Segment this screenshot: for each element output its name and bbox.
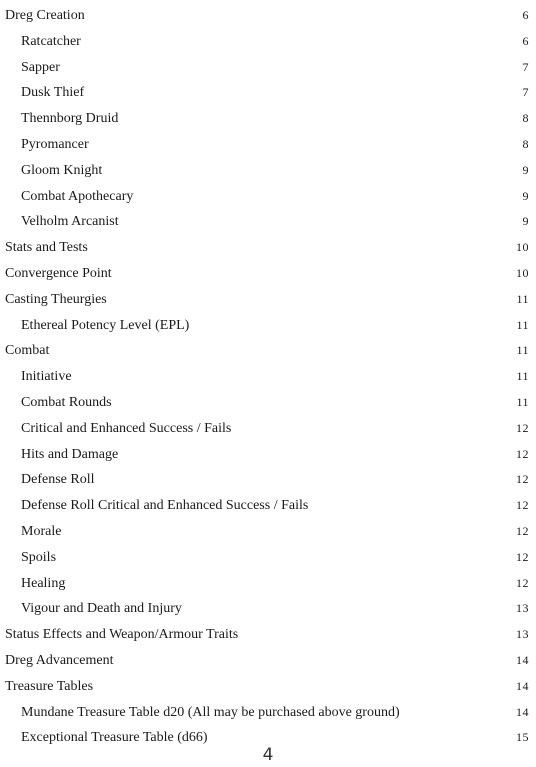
toc-entry-page-number: 11 (516, 369, 529, 384)
toc-entry-page-number: 9 (522, 162, 529, 177)
toc-entry-title: Healing (21, 575, 66, 591)
toc-subsection-entry[interactable] (0, 158, 536, 184)
toc-entry-title: Combat Rounds (21, 394, 112, 410)
toc-entry-page-number: 12 (516, 549, 529, 564)
toc-entry-title: Defense Roll (21, 472, 95, 488)
toc-entry-title: Vigour and Death and Injury (21, 601, 182, 617)
toc-entry-title: Critical and Enhanced Success / Fails (21, 420, 232, 436)
toc-subsection-entry[interactable] (0, 209, 536, 235)
toc-subsection-entry[interactable] (0, 700, 536, 726)
toc-entry-page-number: 9 (522, 214, 529, 229)
toc-subsection-entry[interactable] (0, 184, 536, 210)
toc-entry-title: Combat (5, 343, 50, 359)
toc-entry-title: Ratcatcher (21, 33, 81, 49)
toc-entry-title: Pyromancer (21, 136, 89, 152)
toc-entry-page-number: 8 (522, 136, 529, 151)
toc-subsection-entry[interactable] (0, 106, 536, 132)
toc-entry-page-number: 11 (516, 317, 529, 332)
page-number: 4 (262, 745, 274, 765)
toc-entry-page-number: 14 (516, 704, 529, 719)
toc-entry-page-number: 15 (516, 730, 529, 745)
toc-entry-title: Defense Roll Critical and Enhanced Success / Fails (21, 498, 309, 514)
toc-entry-title: Casting Theurgies (5, 291, 107, 307)
toc-subsection-entry[interactable] (0, 132, 536, 158)
toc-entry-title: Mundane Treasure Table d20 (All may be purchased above ground) (21, 704, 400, 720)
toc-entry-title: Exceptional Treasure Table (d66) (21, 730, 208, 746)
toc-entry-title: Hits and Damage (21, 446, 119, 462)
toc-entry-page-number: 12 (516, 575, 529, 590)
toc-entry-page-number: 11 (516, 343, 529, 358)
toc-entry-page-number: 10 (516, 240, 529, 255)
toc-entry-title: Stats and Tests (5, 240, 88, 256)
toc-entry-title: Convergence Point (5, 265, 112, 281)
toc-entry-page-number: 11 (516, 394, 529, 409)
toc-entry-page-number: 9 (522, 188, 529, 203)
toc-section-entry[interactable] (0, 287, 536, 313)
toc-entry-title: Dreg Creation (5, 8, 85, 23)
toc-section-entry[interactable] (0, 674, 536, 700)
toc-subsection-entry[interactable] (0, 545, 536, 571)
toc-entry-page-number: 6 (522, 33, 529, 48)
toc-entry-page-number: 12 (516, 446, 529, 461)
toc-entry-title: Dusk Thief (21, 85, 85, 101)
toc-section-entry[interactable] (0, 622, 536, 648)
toc-subsection-entry[interactable] (0, 571, 536, 597)
toc-entry-page-number: 11 (516, 291, 529, 306)
toc-entry-title: Spoils (21, 549, 57, 565)
toc-entry-title: Velholm Arcanist (21, 214, 119, 230)
toc-entry-page-number: 10 (516, 265, 529, 280)
toc-entry-page-number: 13 (516, 601, 529, 616)
toc-section-entry[interactable] (0, 338, 536, 364)
toc-entry-page-number: 7 (522, 85, 529, 100)
toc-entry-page-number: 12 (516, 523, 529, 538)
toc-entry-title: Morale (21, 523, 62, 539)
toc-entry-title: Gloom Knight (21, 162, 103, 178)
toc-entry-page-number: 14 (516, 678, 529, 693)
toc-section-entry[interactable] (0, 261, 536, 287)
toc-entry-page-number: 14 (516, 652, 529, 667)
toc-subsection-entry[interactable] (0, 55, 536, 81)
toc-subsection-entry[interactable] (0, 313, 536, 339)
toc-subsection-entry[interactable] (0, 442, 536, 468)
toc-entry-page-number: 8 (522, 111, 529, 126)
toc-entry-page-number: 6 (522, 8, 529, 22)
toc-entry-title: Combat Apothecary (21, 188, 134, 204)
toc-entry-title: Thennborg Druid (21, 111, 119, 127)
toc-section-entry[interactable] (0, 3, 536, 29)
toc-subsection-entry[interactable] (0, 493, 536, 519)
toc-entry-title: Initiative (21, 369, 72, 385)
toc-entry-title: Sapper (21, 59, 60, 75)
toc-entry-title: Status Effects and Weapon/Armour Traits (5, 627, 239, 643)
toc-subsection-entry[interactable] (0, 519, 536, 545)
toc-entry-page-number: 12 (516, 498, 529, 513)
toc-subsection-entry[interactable] (0, 416, 536, 442)
toc-subsection-entry[interactable] (0, 29, 536, 55)
toc-subsection-entry[interactable] (0, 80, 536, 106)
toc-entry-page-number: 12 (516, 472, 529, 487)
toc-entry-title: Dreg Advancement (5, 652, 114, 668)
toc-section-entry[interactable] (0, 648, 536, 674)
toc-subsection-entry[interactable] (0, 596, 536, 622)
toc-subsection-entry[interactable] (0, 364, 536, 390)
toc-subsection-entry[interactable] (0, 390, 536, 416)
toc-entry-page-number: 12 (516, 420, 529, 435)
table-of-contents (0, 3, 536, 751)
toc-subsection-entry[interactable] (0, 467, 536, 493)
toc-section-entry[interactable] (0, 235, 536, 261)
toc-entry-page-number: 13 (516, 627, 529, 642)
toc-entry-title: Ethereal Potency Level (EPL) (21, 317, 190, 333)
toc-entry-title: Treasure Tables (5, 678, 94, 694)
toc-entry-page-number: 7 (522, 59, 529, 74)
